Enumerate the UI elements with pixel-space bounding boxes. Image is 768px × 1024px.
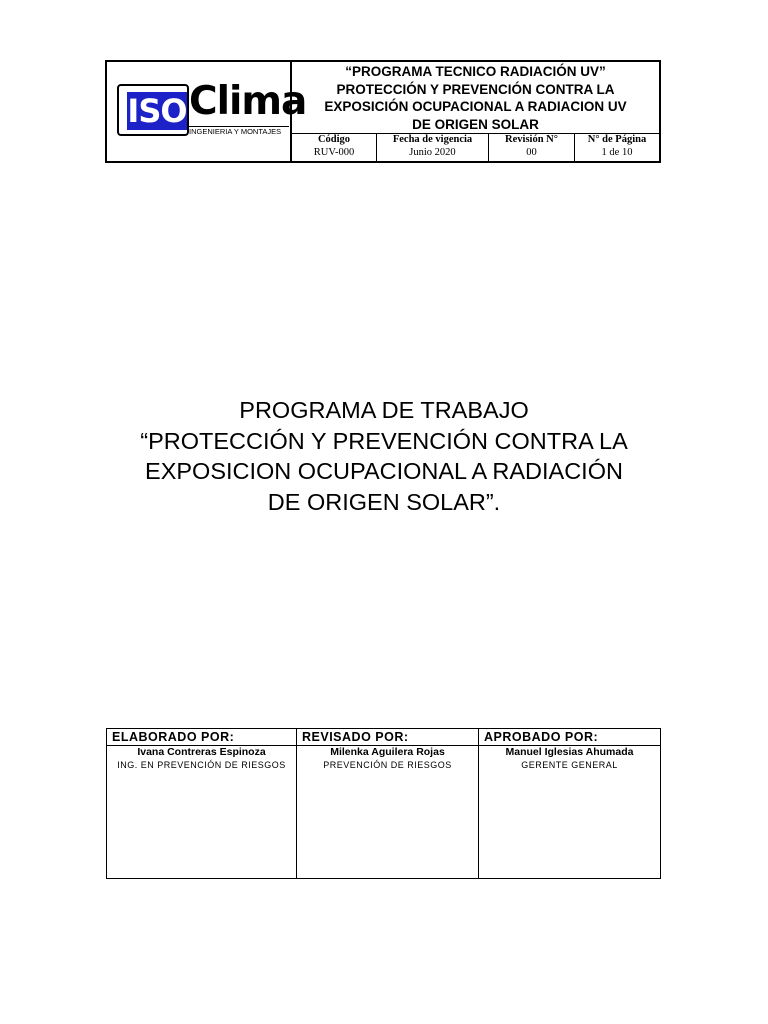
meta-revision-value: 00	[526, 146, 537, 158]
logo-cell	[107, 62, 307, 161]
approval-role: ING. EN PREVENCIÓN DE RIESGOS	[117, 760, 286, 770]
logo-iso-box	[117, 84, 189, 136]
header-meta-row	[292, 133, 659, 161]
main-title-line: “PROTECCIÓN Y PREVENCIÓN CONTRA LA	[140, 427, 628, 454]
meta-date-value: Junio 2020	[409, 146, 456, 158]
meta-page-value: 1 de 10	[601, 146, 633, 158]
main-title	[84, 395, 684, 517]
approval-name: Ivana Contreras Espinoza	[137, 746, 266, 758]
header-title-line: PROTECCIÓN Y PREVENCIÓN CONTRA LA	[336, 81, 615, 97]
approval-heading: APROBADO POR:	[479, 729, 660, 746]
approvals-table	[106, 728, 661, 879]
approval-approved-by	[479, 729, 660, 878]
approval-reviewed-by	[297, 729, 479, 878]
main-title-line: DE ORIGEN SOLAR”.	[267, 488, 501, 515]
meta-page	[575, 134, 659, 161]
logo-subtitle: INGENIERIA Y MONTAJES	[189, 126, 289, 137]
main-title-line: PROGRAMA DE TRABAJO	[239, 397, 529, 423]
approval-role: PREVENCIÓN DE RIESGOS	[323, 760, 452, 770]
logo-clima-text: Clima	[189, 79, 307, 124]
header-title-line: DE ORIGEN SOLAR	[412, 116, 539, 132]
approval-heading: ELABORADO POR:	[107, 729, 296, 746]
approval-prepared-by	[107, 729, 297, 878]
meta-revision-label: Revisión N°	[505, 134, 558, 145]
company-logo	[117, 79, 307, 138]
header-title	[292, 62, 659, 133]
approval-name: Milenka Aguilera Rojas	[330, 746, 445, 758]
meta-code-value: RUV-000	[313, 146, 355, 158]
document-header	[105, 60, 661, 163]
meta-page-label: N° de Página	[587, 134, 647, 145]
approval-name: Manuel Iglesias Ahumada	[505, 746, 634, 758]
header-title-line: “PROGRAMA TECNICO RADIACIÓN UV”	[345, 64, 606, 79]
meta-date	[377, 134, 489, 161]
approval-role: GERENTE GENERAL	[521, 760, 618, 770]
meta-code-label: Código	[317, 134, 351, 145]
meta-code	[292, 134, 377, 161]
meta-date-label: Fecha de vigencia	[392, 134, 473, 145]
approval-heading: REVISADO POR:	[297, 729, 478, 746]
logo-iso-text: ISO	[127, 92, 187, 130]
meta-revision	[489, 134, 575, 161]
header-title-line: EXPOSICIÓN OCUPACIONAL A RADIACION UV	[324, 99, 627, 114]
main-title-line: EXPOSICION OCUPACIONAL A RADIACIÓN	[145, 458, 623, 484]
